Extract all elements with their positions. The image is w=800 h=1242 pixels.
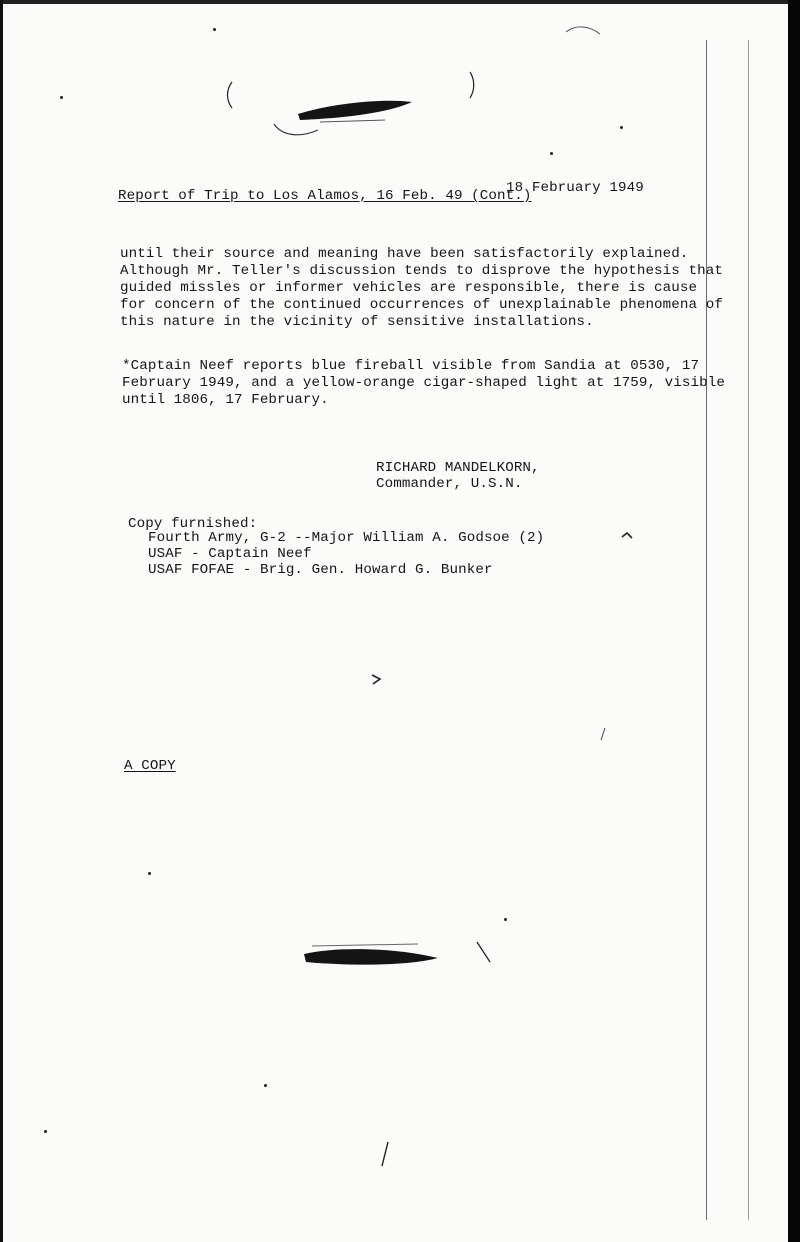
report-title: Report of Trip to Los Alamos, 16 Feb. 49 (Cont.) bbox=[118, 188, 532, 204]
scan-mark bbox=[466, 70, 478, 100]
redacted-classification-bottom bbox=[298, 936, 448, 976]
report-date: 18 February 1949 bbox=[506, 180, 644, 196]
scan-speck bbox=[264, 1084, 267, 1087]
signature-name: RICHARD MANDELKORN, bbox=[376, 460, 540, 476]
footnote-line: until 1806, 17 February. bbox=[122, 392, 329, 408]
scan-mark bbox=[620, 530, 634, 540]
scan-speck bbox=[504, 918, 507, 921]
scan-speck bbox=[148, 872, 151, 875]
scan-speck bbox=[213, 28, 216, 31]
scan-border-left bbox=[0, 0, 3, 1242]
paragraph-line: this nature in the vicinity of sensitive installations. bbox=[120, 314, 594, 330]
scan-mark bbox=[270, 120, 330, 140]
paragraph-line: until their source and meaning have been satisfactorily explained. bbox=[120, 246, 689, 262]
scan-speck bbox=[44, 1130, 47, 1133]
scan-fold-line bbox=[748, 40, 749, 1220]
scan-mark bbox=[474, 940, 494, 964]
scan-border-right bbox=[788, 0, 800, 1242]
paragraph-line: for concern of the continued occurrences of unexplainable phenomena of bbox=[120, 297, 723, 313]
paragraph-line: Although Mr. Teller's discussion tends to disprove the hypothesis that bbox=[120, 263, 723, 279]
scan-mark bbox=[378, 1140, 392, 1170]
scan-mark bbox=[598, 726, 608, 742]
scan-speck bbox=[60, 96, 63, 99]
footnote-line: *Captain Neef reports blue fireball visible from Sandia at 0530, 17 bbox=[122, 358, 700, 374]
scan-mark bbox=[564, 22, 604, 42]
distribution-recipient: USAF - Captain Neef bbox=[148, 546, 312, 562]
scan-speck bbox=[620, 126, 623, 129]
scan-fold-line bbox=[706, 40, 707, 1220]
distribution-recipient: Fourth Army, G-2 --Major William A. Godsoe (2) bbox=[148, 530, 545, 546]
signature-rank: Commander, U.S.N. bbox=[376, 476, 523, 492]
paragraph-line: guided missles or informer vehicles are responsible, there is cause bbox=[120, 280, 698, 296]
copy-mark: A COPY bbox=[124, 758, 176, 774]
scan-mark bbox=[370, 672, 384, 686]
scan-speck bbox=[550, 152, 553, 155]
scan-mark bbox=[224, 80, 236, 110]
footnote-line: February 1949, and a yellow-orange cigar-shaped light at 1759, visible bbox=[122, 375, 725, 391]
distribution-recipient: USAF FOFAE - Brig. Gen. Howard G. Bunker bbox=[148, 562, 493, 578]
scan-border-top bbox=[0, 0, 800, 4]
distribution-heading: Copy furnished: bbox=[128, 516, 258, 532]
